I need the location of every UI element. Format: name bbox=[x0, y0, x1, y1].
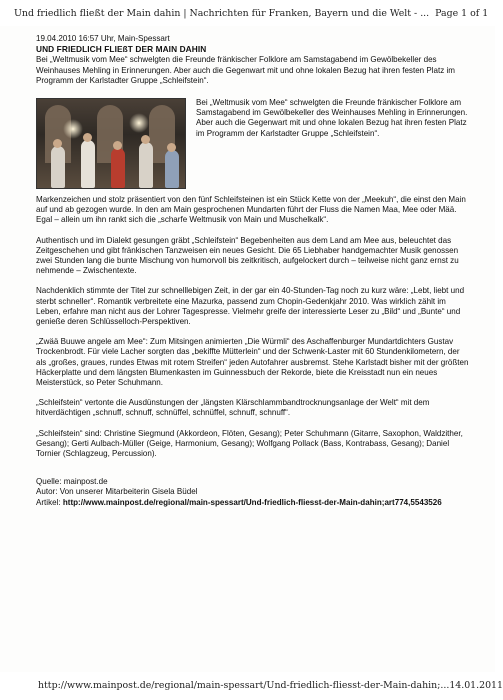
article-paragraph: Authentisch und im Dialekt gesungen gräbt „Schleifstein“ Begebenheiten aus dem Land am Mee aus, beleuchtet das Zeitgeschehen und gibt fränkischen Tanzweisen ein neues Gesicht. Die 65 Liebhaber handgemachter Musik genossen zwei Stunden lang die bunte Mischung von humorvoll bis zeitkritisch, aufgelockert durch – teilweise nicht ganz ernst zu nehmende – Zwischentexte. bbox=[36, 235, 459, 276]
article bbox=[36, 34, 471, 508]
link-label: Artikel: bbox=[36, 497, 61, 507]
print-header-title: Und friedlich fließt der Main dahin | Nachrichten für Franken, Bayern und die Welt - ... bbox=[14, 8, 430, 19]
print-footer-date: 14.01.2011 bbox=[449, 680, 503, 691]
print-header-page: Page 1 of 1 bbox=[435, 8, 489, 19]
source-block bbox=[36, 477, 471, 508]
print-footer bbox=[38, 680, 503, 691]
source-label: Quelle: mainpost.de bbox=[36, 477, 108, 487]
article-headline: UND FRIEDLICH FLIEßT DER MAIN DAHIN bbox=[36, 44, 207, 55]
article-paragraph: „Schleifstein“ sind: Christine Siegmund (Akkordeon, Flöten, Gesang); Peter Schuhmann (Gitarre, Saxophon, Waldzither, Gesang); Gerti Aulbach-Müller (Geige, Harmonium, Gesang); Wolfgang Pollack (Bass, Kontrabass, Gesang); Daniel Tornier (Schlagzeug, Percussion). bbox=[36, 428, 463, 459]
article-paragraph: „Zwää Buuwe angele am Mee“: Zum Mitsingen animierten „Die Würmli“ des Aschaffenburger Mundartdichters Gustav Trockenbrodt. Für viele Lacher sorgten das „bekiffte Mütterlein“ und der Schwenk-Laster mit 60 Stundenkilometern, der als „großes, graues, rundes Etwas mit rotem Streifen“ jeden Autofahrer ausbremst. Stehe Karlstadt bisher mit der größten Häckerplatte und dem längsten Blumenkasten im Guinnessbuch der Rekorde, biete die Kreisstadt nun ein neues Meisterstück, so Peter Schuhmann. bbox=[36, 337, 469, 388]
band-photo bbox=[36, 98, 186, 189]
image-caption-text: Bei „Weltmusik vom Mee“ schwelgten die Freunde fränkischer Folklore am Samstagabend im Gewölbekeller des Weinhauses Mehling in Erinnerungen. Aber auch die Gegenwart mit und ohne lokalen Bezug hat ihren festen Platz im Programm der Karlstadter Gruppe „Schleifstein“. bbox=[196, 98, 468, 138]
article-dateline: 19.04.2010 16:57 Uhr, Main-Spessart bbox=[36, 34, 170, 43]
article-paragraph: „Schleifstein“ vertonte die Ausdünstungen der „längsten Klärschlammbandtrocknungsanlage der Welt“ mit dem hitverdächtigen „schnuff, schnuff, schnüffel, schnüffel, schnuff, schnuff“. bbox=[36, 398, 430, 418]
article-paragraph: Nachdenklich stimmte der Titel zur schnelllebigen Zeit, in der gar ein 40-Stunden-Tag noch zu kurz wäre: „Lebt, liebt und sterbt schneller“. Romantik verbreitete eine Mazurka, passend zum Chopin-Gedenkjahr 2010. Was wirklich zählt im Leben, erfahre man nicht aus der Lohrer Tagespresse. Vielmehr greife der interessierte Leser zu „Bild“ und „Bunte“ und genieße deren Schlüsselloch-Perspektiven. bbox=[36, 286, 465, 327]
article-lead: Bei „Weltmusik vom Mee“ schwelgten die Freunde fränkischer Folklore am Samstagabend im Gewölbekeller des Weinhauses Mehling in Erinnerungen. Aber auch die Gegenwart mit und ohne lokalen Bezug hat ihren festen Platz im Programm der Karlstadter Gruppe „Schleifstein“. bbox=[36, 55, 455, 85]
image-block bbox=[36, 98, 471, 189]
author-label: Autor: Von unserer Mitarbeiterin Gisela Büdel bbox=[36, 487, 198, 497]
article-paragraph: Markenzeichen und stolz präsentiert von den fünf Schleifsteinen ist ein Stück Kette von der „Meekuh“, die einst den Main auf und ab gezogen wurde. In den am Main gesprochenen Mundarten führt der Fluss die Namen Maa, Mee oder Mää. Egal – allein um ihn rankt sich die „scharfe Weltmusik von Main und Muschelkalk“. bbox=[36, 195, 466, 225]
article-link[interactable]: http://www.mainpost.de/regional/main-spessart/Und-friedlich-fliesst-der-Main-dahin;art774,5543526 bbox=[62, 497, 442, 507]
print-header bbox=[14, 8, 489, 19]
print-footer-url: http://www.mainpost.de/regional/main-spessart/Und-friedlich-fliesst-der-Main-dahin;... bbox=[38, 680, 450, 691]
